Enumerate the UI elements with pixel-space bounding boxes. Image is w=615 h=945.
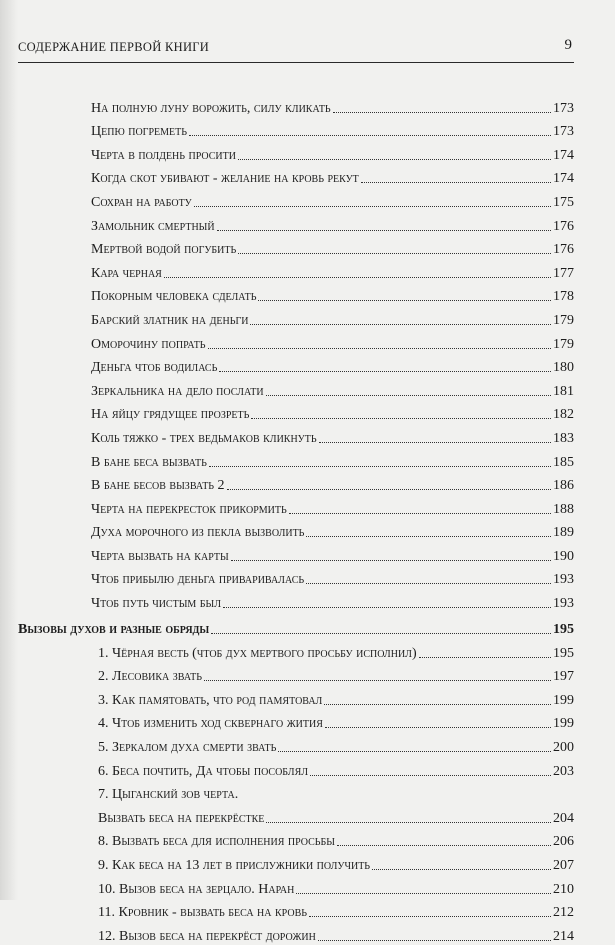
entry-page-number: 195 — [553, 645, 574, 661]
toc-subentry[interactable] — [18, 662, 574, 686]
entry-page-number: 179 — [553, 312, 574, 328]
entry-title: 8. Вызвать беса для исполнения просьбы — [98, 834, 336, 850]
entry-page-number: 197 — [553, 669, 574, 685]
toc-subentry[interactable] — [18, 638, 574, 662]
dot-leader — [211, 633, 551, 634]
entry-title: 2. Лесовика звать — [98, 669, 203, 685]
toc-subentry[interactable] — [18, 732, 574, 756]
dot-leader — [209, 466, 551, 467]
dot-leader — [266, 395, 551, 396]
dot-leader — [258, 300, 551, 301]
toc-entry[interactable] — [18, 258, 574, 282]
dot-leader — [337, 845, 551, 846]
entry-title: Барский златник на деньги — [91, 312, 249, 328]
toc-entry[interactable] — [18, 353, 574, 377]
toc-subentry[interactable] — [18, 850, 574, 874]
entry-title: Черта вызвать на карты — [91, 548, 229, 564]
toc-entry[interactable] — [18, 447, 574, 471]
dot-leader — [204, 680, 551, 681]
entry-title: Чтоб путь чистым был — [91, 596, 222, 612]
entry-page-number: 188 — [553, 501, 574, 517]
entry-page-number: 200 — [553, 740, 574, 756]
toc-entry[interactable] — [18, 400, 574, 424]
dot-leader — [278, 751, 551, 752]
toc-entry[interactable] — [18, 376, 574, 400]
dot-leader — [419, 657, 551, 658]
entry-title: Цепю погреметь — [91, 124, 187, 140]
entry-page-number: 190 — [553, 548, 574, 564]
entry-title: Кара черная — [91, 265, 162, 281]
entry-title: Вызвать беса на перекрёстке — [98, 810, 265, 826]
dot-leader — [250, 324, 551, 325]
entry-title: На яйцу грядущее прозреть — [91, 407, 250, 423]
toc-subentry[interactable] — [18, 780, 574, 804]
entry-title: Чтоб прибылю деньга приваривалась — [91, 572, 305, 588]
entry-title: Черта на перекресток прикормить — [91, 501, 287, 517]
dot-leader — [324, 704, 551, 705]
entry-page-number: 174 — [553, 171, 574, 187]
entry-title: Зеркальника на дело послати — [91, 383, 264, 399]
entry-page-number: 199 — [553, 692, 574, 708]
toc-subentry[interactable] — [18, 921, 574, 945]
toc-entry[interactable] — [18, 117, 574, 141]
entry-title: В бане беса вызвать — [91, 454, 207, 470]
toc-entry[interactable] — [18, 565, 574, 589]
toc-entry[interactable] — [18, 282, 574, 306]
entry-page-number: 195 — [553, 622, 574, 638]
toc-entry[interactable] — [18, 541, 574, 565]
dot-leader — [251, 418, 551, 419]
entry-title: Духа морочного из пекла вызволить — [91, 525, 305, 541]
dot-leader — [306, 536, 551, 537]
dot-leader — [231, 560, 551, 561]
dot-leader — [325, 727, 551, 728]
entry-page-number: 173 — [553, 100, 574, 116]
entry-title: 7. Цыганский зов черта. — [98, 787, 239, 803]
entry-title: Вызовы духов и разные обряды — [18, 622, 210, 638]
entry-page-number: 176 — [553, 242, 574, 258]
entry-page-number: 206 — [553, 834, 574, 850]
dot-leader — [238, 253, 551, 254]
entry-title: 5. Зеркалом духа смерти звать — [98, 740, 277, 756]
entry-title: 11. Кровник - вызвать беса на кровь — [98, 905, 307, 921]
entry-page-number: 175 — [553, 194, 574, 210]
entry-page-number: 174 — [553, 147, 574, 163]
entry-page-number: 203 — [553, 763, 574, 779]
entry-page-number: 212 — [553, 905, 574, 921]
dot-leader — [372, 869, 551, 870]
toc-section-heading[interactable] — [18, 612, 574, 638]
dot-leader — [238, 159, 551, 160]
entry-page-number: 204 — [553, 810, 574, 826]
toc-subentry[interactable] — [18, 685, 574, 709]
dot-leader — [296, 893, 551, 894]
entry-title: 4. Чтоб изменить ход сквернаго жития — [98, 716, 323, 732]
entry-title: Деньга чтоб водилась — [91, 360, 218, 376]
dot-leader — [318, 940, 551, 941]
toc-entry[interactable] — [18, 518, 574, 542]
entry-title: Замольник смертный — [91, 218, 215, 234]
entry-page-number: 179 — [553, 336, 574, 352]
dot-leader — [223, 607, 551, 608]
toc-entry[interactable] — [18, 305, 574, 329]
entry-title: Черта в полдень просити — [91, 147, 236, 163]
entry-title: 9. Как беса на 13 лет в прислужники получить — [98, 858, 371, 873]
toc-entry[interactable] — [18, 140, 574, 164]
dot-leader — [219, 371, 551, 372]
page-binding-shadow — [0, 0, 18, 900]
dot-leader — [266, 822, 551, 823]
dot-leader — [189, 135, 551, 136]
toc-subentry[interactable] — [18, 827, 574, 851]
entry-title: 12. Вызов беса на перекрёст дорожин — [98, 928, 316, 944]
entry-title: 10. Вызов беса на зерцало. Наран — [98, 881, 295, 897]
entry-title: 6. Беса почтить, Да чтобы пособлял — [98, 763, 309, 779]
entry-page-number: 193 — [553, 596, 574, 612]
entry-page-number: 186 — [553, 478, 574, 494]
entry-title: Коль тяжко - трех ведьмаков кликнуть — [91, 430, 317, 446]
toc-entry[interactable] — [18, 93, 574, 117]
entry-title: В бане бесов вызвать 2 — [91, 478, 225, 494]
entry-page-number: 173 — [553, 124, 574, 140]
entry-page-number: 177 — [553, 265, 574, 281]
entry-page-number: 185 — [553, 454, 574, 470]
toc-entry[interactable] — [18, 211, 574, 235]
toc-subentry[interactable] — [18, 803, 574, 827]
toc-entry[interactable] — [18, 494, 574, 518]
entry-page-number: 207 — [553, 858, 574, 873]
entry-page-number: 176 — [553, 218, 574, 234]
toc-entry[interactable] — [18, 471, 574, 495]
entry-title: Мертвой водой погубить — [91, 242, 237, 258]
toc-subentry[interactable] — [18, 874, 574, 898]
toc-entry[interactable] — [18, 235, 574, 259]
entry-title: Когда скот убивают - желание на кровь рекут — [91, 171, 359, 187]
entry-page-number: 178 — [553, 289, 574, 305]
entry-title: 3. Как памятовать, что род памятовал — [98, 692, 323, 708]
entry-page-number: 199 — [553, 716, 574, 732]
dot-leader — [289, 513, 551, 514]
dot-leader — [319, 442, 551, 443]
toc-subentry[interactable] — [18, 898, 574, 922]
entry-title: Покорным человека сделать — [91, 289, 257, 305]
entry-title: 1. Чёрная весть (чтоб дух мертвого просьбу исполнил) — [98, 645, 417, 661]
dot-leader — [309, 916, 551, 917]
entry-title: Сохран на работу — [91, 194, 192, 210]
entry-page-number: 193 — [553, 572, 574, 588]
dot-leader — [333, 112, 551, 113]
entry-page-number: 210 — [553, 881, 574, 897]
toc-entry[interactable] — [18, 588, 574, 612]
entry-page-number: 180 — [553, 360, 574, 376]
entry-page-number: 189 — [553, 525, 574, 541]
toc-entry[interactable] — [18, 423, 574, 447]
dot-leader — [310, 775, 551, 776]
toc-subentry[interactable] — [18, 756, 574, 780]
entry-page-number: 181 — [553, 383, 574, 399]
toc-entry[interactable] — [18, 187, 574, 211]
table-of-contents — [18, 93, 574, 945]
entry-title: На полную луну ворожить, силу кликать — [91, 100, 331, 116]
entry-page-number: 183 — [553, 430, 574, 446]
dot-leader — [306, 583, 551, 584]
entry-page-number: 214 — [553, 928, 574, 944]
dot-leader — [194, 206, 551, 207]
entry-title: Оморочину попрать — [91, 336, 206, 352]
header-title: СОДЕРЖАНИЕ ПЕРВОЙ КНИГИ — [18, 40, 210, 54]
toc-subentry[interactable] — [18, 709, 574, 733]
dot-leader — [208, 348, 551, 349]
dot-leader — [361, 182, 551, 183]
dot-leader — [227, 489, 551, 490]
running-header — [18, 37, 574, 63]
toc-entry[interactable] — [18, 329, 574, 353]
dot-leader — [217, 230, 551, 231]
toc-entry[interactable] — [18, 164, 574, 188]
entry-page-number: 182 — [553, 407, 574, 423]
dot-leader — [164, 277, 551, 278]
page-number: 9 — [564, 37, 572, 53]
